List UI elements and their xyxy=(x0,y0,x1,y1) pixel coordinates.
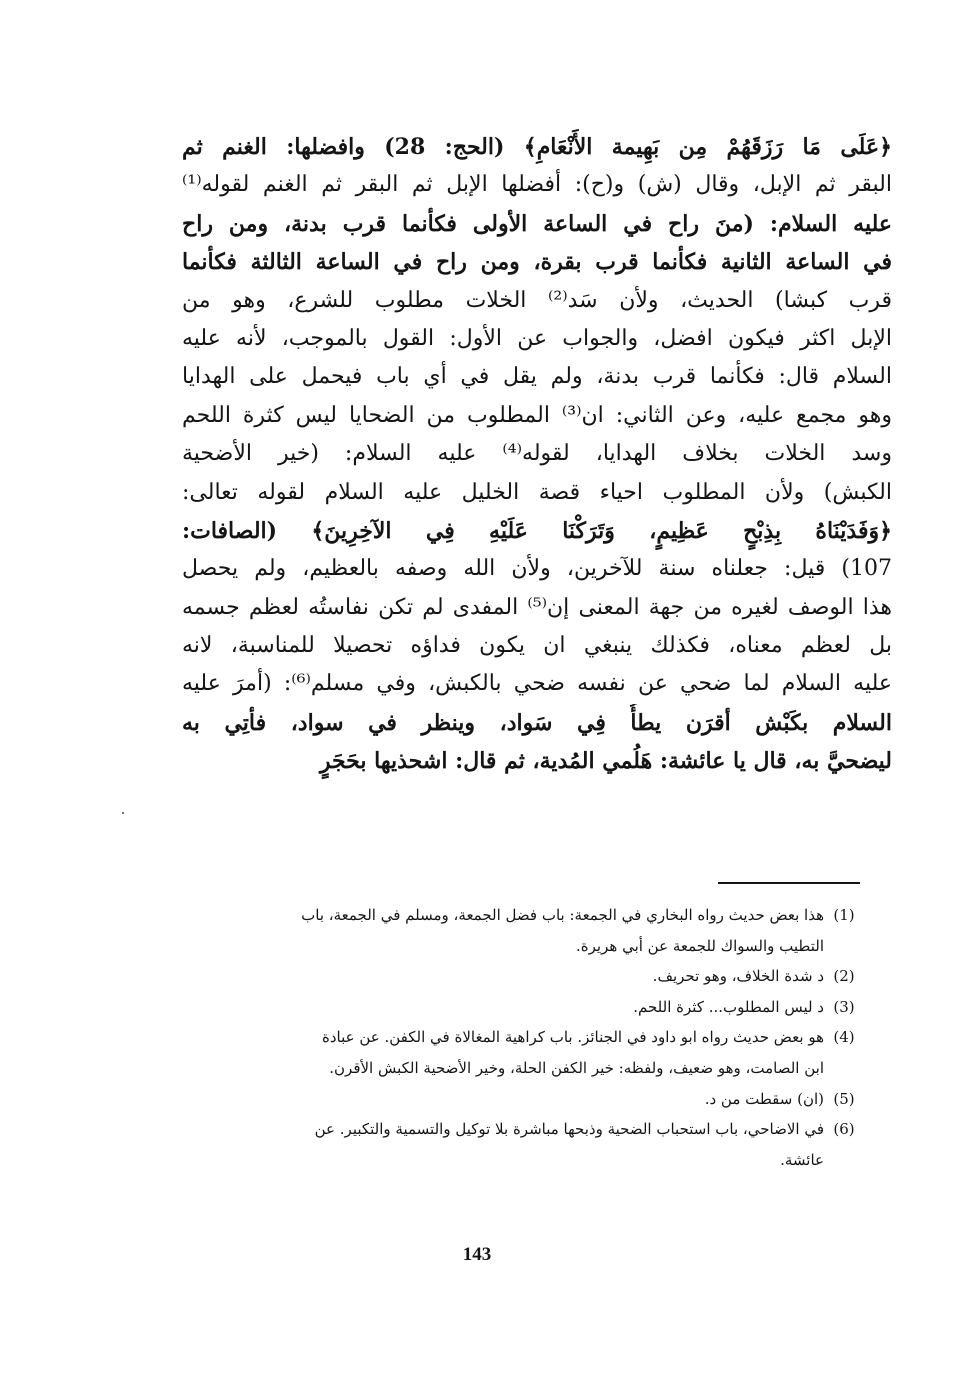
footnote xyxy=(188,900,864,961)
footnote-text: هو بعض حديث رواه ابو داود في الجنائز. باب كراهية المغالاة في الكفن. عن عبادة xyxy=(321,1028,824,1047)
main-text-line: في الساعة الثانية فكأنما قرب بقرة، ومن راح في الساعة الثالثة فكأنما xyxy=(182,249,892,276)
main-text-line: ليضحيَّ به، قال يا عائشة: هَلُمي المُدية، ثم قال: اشحذيها بحَجَرٍ xyxy=(319,748,892,775)
footnote xyxy=(188,992,864,1023)
footnote-text: ابن الصامت، وهو ضعيف، ولفظه: خير الكفن الحلة، وخير الأضحية الكبش الأقرن. xyxy=(329,1058,824,1077)
main-text-line: الإبل اكثر فيكون افضل، والجواب عن الأول: القول بالموجب، لأنه عليه xyxy=(182,325,892,351)
footnote-number: (2) xyxy=(833,967,855,986)
main-text-line: ﴿عَلَى مَا رَزَقَهُمْ مِن بَهِيمة الأَنْعَامِ﴾ (الحج: 28) وافضلها: الغنم ثم xyxy=(182,134,892,160)
footnote xyxy=(188,1114,864,1175)
footnote-separator xyxy=(718,882,860,884)
main-text-line: قرب كبشا) الحديث، ولأن سَد⁽²⁾ الخلات مطلوب للشرع، وهو من xyxy=(182,287,892,313)
footnote-number: (5) xyxy=(833,1089,855,1108)
main-text-line: ﴿وَفَدَيْنَاهُ بِذِبْحٍ عَظِيمٍ، وَتَرَكْنَا عَلَيْهِ فِي الآخِرِينَ﴾ (الصافات: xyxy=(182,517,892,544)
footnote xyxy=(188,1084,864,1115)
main-text-line: عليه السلام لما ضحي عن نفسه ضحي بالكبش، وفي مسلم⁽⁶⁾: (أمرَ عليه xyxy=(182,671,892,697)
footnote xyxy=(188,961,864,992)
main-text-line: الكبش) ولأن المطلوب احياء قصة الخليل عليه السلام لقوله تعالى: xyxy=(182,479,892,505)
footnote xyxy=(188,1022,864,1083)
footnote-text: عائشة. xyxy=(780,1150,824,1169)
footnote-number: (3) xyxy=(833,997,855,1016)
main-text-line: وهو مجمع عليه، وعن الثاني: ان⁽³⁾ المطلوب من الضحايا ليس كثرة اللحم xyxy=(182,402,892,428)
main-text-block xyxy=(182,128,892,781)
main-text-line: عليه السلام: (منَ راح في الساعة الأولى فكأنما قرب بدنة، ومن راح xyxy=(182,210,892,237)
footnote-number: (1) xyxy=(833,906,855,924)
main-text-line: السلام بكَبْش أقرَن يطأُ فِي سَواد، وينظر في سواد، فأتِي به xyxy=(182,709,892,736)
scan-speck xyxy=(122,812,124,814)
footnote-text: في الاضاحي، باب استحباب الضحية وذبحها مباشرة بلا توكيل والتسمية والتكبير. عن xyxy=(314,1120,824,1139)
main-text-line: السلام قال: فكأنما قرب بدنة، ولم يقل في أي باب فيحمل على الهدايا xyxy=(182,364,892,390)
main-text-line: بل لعظم معناه، فكذلك ينبغي ان يكون فداؤه تحصيلا للمناسبة، لانه xyxy=(182,633,892,659)
footnote-number: (4) xyxy=(833,1028,855,1047)
page-number: 143 xyxy=(462,1244,492,1265)
footnote-number: (6) xyxy=(833,1120,855,1139)
footnote-text: التطيب والسواك للجمعة عن أبي هريرة. xyxy=(576,936,824,955)
footnote-text: د ليس المطلوب... كثرة اللحم. xyxy=(633,997,824,1016)
footnote-text: د شدة الخلاف، وهو تحريف. xyxy=(652,967,824,986)
main-text-line: 107) قيل: جعلناه سنة للآخرين، ولأن الله وصفه بالعظيم، ولم يحصل xyxy=(182,556,892,582)
main-text-line: وسد الخلات بخلاف الهدايا، لقوله⁽⁴⁾ عليه السلام: (خير الأضحية xyxy=(182,441,892,467)
footnote-text: هذا بعض حديث رواه البخاري في الجمعة: باب فضل الجمعة، ومسلم في الجمعة، باب xyxy=(301,906,824,924)
footnote-text: (ان) سقطت من د. xyxy=(704,1089,824,1108)
footnotes-block xyxy=(188,900,864,1175)
main-text-line: البقر ثم الإبل، وقال (ش) و(ح): أفضلها الإبل ثم البقر ثم الغنم لقوله⁽¹⁾ xyxy=(182,172,892,198)
main-text-line: هذا الوصف لغيره من جهة المعنى إن⁽⁵⁾ المفدى لم تكن نفاستُه لعظم جسمه xyxy=(182,594,892,620)
